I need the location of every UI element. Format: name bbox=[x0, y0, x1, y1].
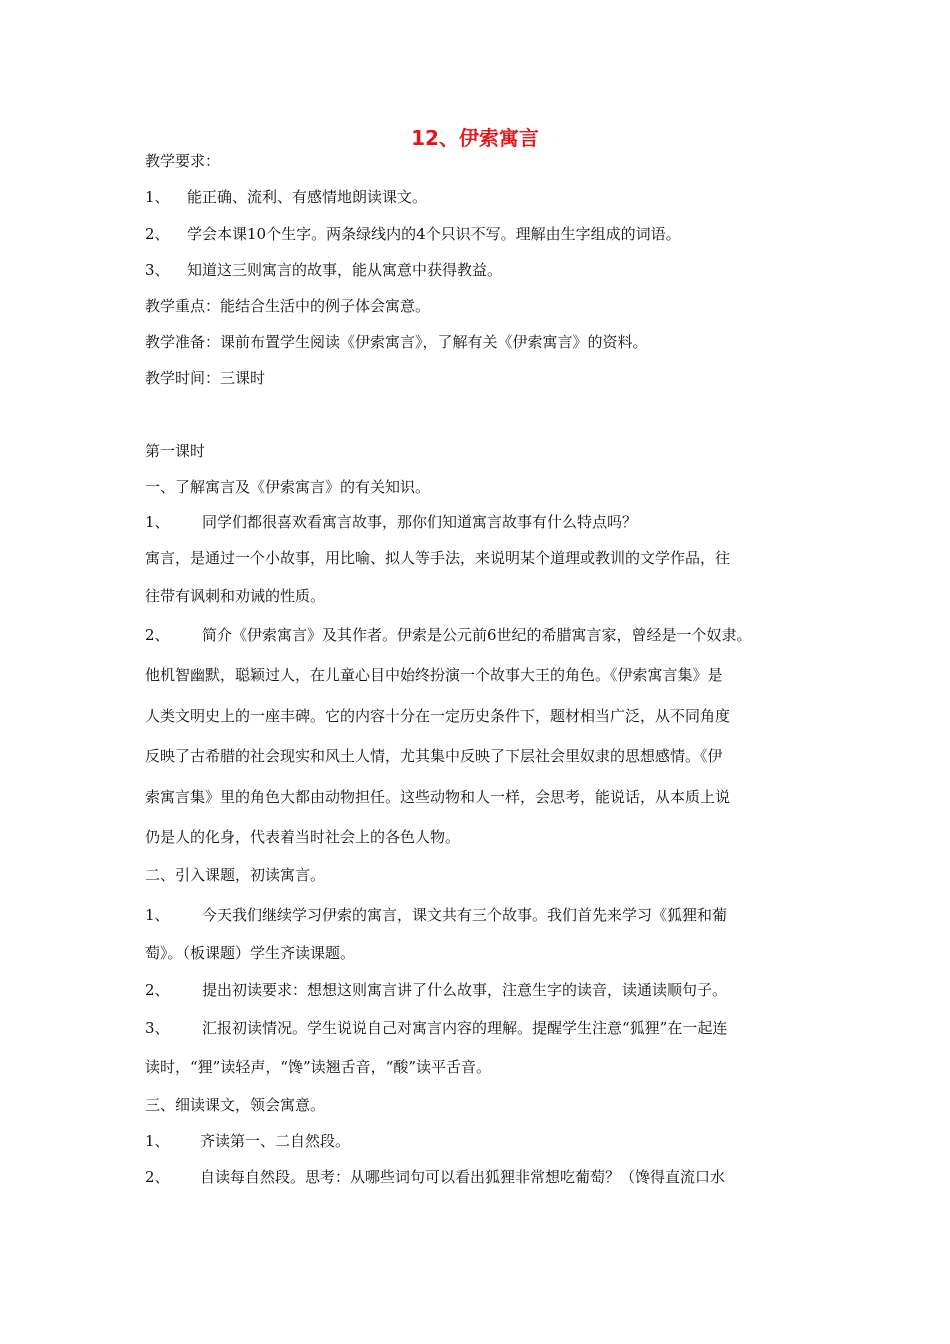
teaching-time: 教学时间：三课时 bbox=[145, 369, 266, 387]
section-heading: 二、引入课题，初读寓言。 bbox=[145, 866, 326, 884]
page-title: 12、伊索寓言 bbox=[411, 126, 539, 150]
item-text: 自读每自然段。思考：从哪些词句可以看出狐狸非常想吃葡萄？（馋得直流口水 bbox=[200, 1168, 726, 1186]
item-number: 1、 bbox=[145, 1132, 170, 1150]
requirement-item bbox=[145, 259, 825, 281]
paragraph-line: 往带有讽刺和劝诫的性质。 bbox=[145, 587, 326, 605]
item-text: 简介《伊索寓言》及其作者。伊索是公元前6世纪的希腊寓言家，曾经是一个奴隶。 bbox=[202, 626, 752, 644]
paragraph-line: 人类文明史上的一座丰碑。它的内容十分在一定历史条件下，题材相当广泛，从不同角度 bbox=[145, 707, 731, 725]
item-number: 3、 bbox=[145, 1019, 170, 1037]
paragraph-line: 寓言，是通过一个小故事，用比喻、拟人等手法，来说明某个道理或教训的文学作品，往 bbox=[145, 549, 731, 567]
list-item bbox=[145, 979, 825, 1001]
item-text: 今天我们继续学习伊索的寓言，课文共有三个故事。我们首先来学习《狐狸和葡 bbox=[202, 906, 728, 924]
paragraph-line: 索寓言集》里的角色大都由动物担任。这些动物和人一样，会思考，能说话，从本质上说 bbox=[145, 788, 731, 806]
item-number: 2、 bbox=[145, 1168, 170, 1186]
list-item bbox=[145, 1017, 825, 1039]
paragraph-line: 仍是人的化身，代表着当时社会上的各色人物。 bbox=[145, 828, 461, 846]
list-item bbox=[145, 1166, 825, 1188]
requirement-item bbox=[145, 186, 825, 208]
preparation: 教学准备：课前布置学生阅读《伊索寓言》，了解有关《伊索寓言》的资料。 bbox=[145, 333, 648, 351]
item-number: 2、 bbox=[145, 626, 170, 644]
item-text: 知道这三则寓言的故事，能从寓意中获得教益。 bbox=[187, 261, 503, 279]
item-number: 1、 bbox=[145, 906, 170, 924]
item-number: 1、 bbox=[145, 513, 170, 531]
lesson-heading: 第一课时 bbox=[145, 442, 206, 460]
item-number: 2、 bbox=[145, 225, 170, 243]
key-point: 教学重点：能结合生活中的例子体会寓意。 bbox=[145, 297, 431, 315]
item-number: 2、 bbox=[145, 981, 170, 999]
section-heading: 一、了解寓言及《伊索寓言》的有关知识。 bbox=[145, 478, 431, 496]
list-item bbox=[145, 1130, 825, 1152]
paragraph-line: 读时，“狸”读轻声，“馋”读翘舌音，“酸”读平舌音。 bbox=[145, 1058, 492, 1076]
item-text: 汇报初读情况。学生说说自己对寓言内容的理解。提醒学生注意“狐狸”在一起连 bbox=[202, 1019, 728, 1037]
item-text: 齐读第一、二自然段。 bbox=[200, 1132, 351, 1150]
paragraph-line: 反映了古希腊的社会现实和风土人情，尤其集中反映了下层社会里奴隶的思想感情。《伊 bbox=[145, 747, 723, 765]
item-text: 同学们都很喜欢看寓言故事，那你们知道寓言故事有什么特点吗？ bbox=[202, 513, 638, 531]
list-item bbox=[145, 904, 825, 926]
requirement-item bbox=[145, 223, 825, 245]
item-number: 1、 bbox=[145, 188, 170, 206]
item-text: 能正确、流利、有感情地朗读课文。 bbox=[187, 188, 428, 206]
paragraph-line: 萄》。（板课题）学生齐读课题。 bbox=[145, 944, 356, 962]
item-number: 3、 bbox=[145, 261, 170, 279]
list-item bbox=[145, 624, 825, 646]
paragraph-line: 他机智幽默，聪颖过人，在儿童心目中始终扮演一个故事大王的角色。《伊索寓言集》是 bbox=[145, 666, 723, 684]
item-text: 学会本课10个生字。两条绿线内的4个只识不写。理解由生字组成的词语。 bbox=[187, 225, 681, 243]
list-item bbox=[145, 511, 825, 533]
requirements-heading: 教学要求： bbox=[145, 152, 221, 170]
section-heading: 三、细读课文，领会寓意。 bbox=[145, 1096, 326, 1114]
item-text: 提出初读要求：想想这则寓言讲了什么故事，注意生字的读音，读通读顺句子。 bbox=[202, 981, 728, 999]
